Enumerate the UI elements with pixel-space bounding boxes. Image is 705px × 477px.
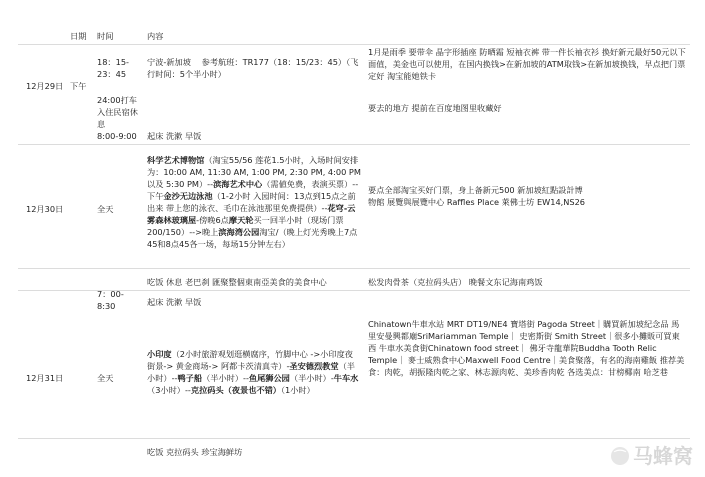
- place-little-india: 小印度: [147, 349, 172, 359]
- date-dec31: 12月31日: [26, 373, 64, 383]
- header-time: 时间: [97, 31, 114, 41]
- row-divider: [18, 44, 690, 45]
- watermark: [611, 445, 693, 467]
- date-dec30: 12月30日: [26, 204, 64, 214]
- content-dec31-main: [147, 348, 361, 396]
- content-text: （1-2小时 入园时间：13点到15点之前出来 带上您的泳衣、毛巾在泳池那里免费提供）--: [147, 191, 356, 213]
- period-dec31: 全天: [97, 373, 114, 383]
- row-divider: [18, 144, 690, 145]
- content-text: -傍晚6点: [196, 215, 229, 225]
- row-divider: [18, 268, 690, 269]
- period-dec29: 下午: [70, 81, 87, 91]
- place-infinity-pool: 金沙无边泳池: [163, 191, 213, 201]
- time-dec29-flight: 18：15-23：45: [97, 57, 129, 79]
- place-duck-tour: 鸭子船: [177, 373, 203, 383]
- content-text: （半小时）-: [289, 373, 334, 383]
- content-text: 淘宝/（晚上灯光秀晚上7点45和8点45各一场，每场15分钟左右）: [147, 227, 358, 249]
- place-marina-bay-park: 滨海湾公园: [218, 227, 260, 237]
- content-dec31-evening: 吃饭 克拉码头 珍宝海鲜坊: [147, 447, 243, 457]
- content-text: 买一回半小时（现场门票200/150）-->晚上: [147, 215, 344, 237]
- notes-dec29-packing: 1月是雨季 要带伞 晶字形插座 防晒霜 短袖衣裤 带一件长袖衣衫 换好新元最好50元以下面值，美金也可以使用，在国内换钱>在新加坡的ATM取钱>在新加坡换钱，早点把门票定好 淘宝能她铁卡: [368, 47, 686, 81]
- time-dec29-morning: 8:00-9:00: [97, 131, 137, 141]
- notes-dec31-chinatown: Chinatown牛車水站 MRT DT19/NE4 寶塔街 Pagoda Street｜購買新加坡紀念品 馬里安曼興都廟SriMariamman Temple｜ 史密斯街 Smith Street｜很多小攤販可買東西 牛車水美食街Chinatown food street｜ 佛牙寺龍華院Buddha Tooth Relic Temple｜ 麥士威熟食中心Maxwell Food Centre｜美食聚落，有名的海南雞飯 推荐美食：肉乾，胡振隆肉乾之家、林志源肉乾、美珍香肉乾 各选美点：甘榜椰南 哈芝巷: [368, 319, 685, 377]
- notes-dec30: 要点全部淘宝买好门票，身上备新元500 新加坡紅點設計博物館 展覽與展覽中心 Raffles Place 萊佛士坊 EW14,NS26: [368, 185, 585, 207]
- content-text: （半小时）--: [147, 361, 355, 383]
- place-esplanade: 滨海艺术中心: [213, 179, 263, 189]
- content-text: （半小时）--: [202, 373, 249, 383]
- content-text: （需値免费，表演买票）--下午: [147, 179, 359, 201]
- content-text: （3小时）--: [147, 385, 191, 395]
- date-dec29: 12月29日: [26, 81, 64, 91]
- content-dec29-breakfast: 起床 洗漱 早饭: [147, 131, 202, 141]
- place-st-andrews: 圣安德烈教堂: [289, 361, 339, 371]
- content-text: （2小时旅游观划逛横腐序，竹脚中心 ->小印度夜街景-> 黄金商场-> 阿都卡茨清真寺）-: [147, 349, 353, 371]
- content-text: （1小时）: [280, 385, 315, 395]
- place-clarke-quay: 克拉码头（夜景也不错）: [190, 385, 281, 395]
- watermark-text: 马蜂窝: [633, 444, 693, 468]
- mafengwo-logo-icon: ⌒: [611, 447, 629, 465]
- content-dec30-main: [147, 154, 361, 250]
- notes-dec30-evening: 松发肉骨茶（克拉码头店） 晚餐文东记海南鸡饭: [368, 277, 543, 287]
- place-flower-dome: 花穹-云雾森林玻璃屋: [147, 203, 356, 225]
- content-text: （淘宝55/56 莲花1.5小时，入场时间安排为：10:00 AM, 11:30 AM, 1:00 PM, 2:30 PM, 4:00 PM以及 5:30 PM）--: [147, 155, 361, 189]
- period-dec30: 全天: [97, 204, 114, 214]
- header-date: 日期: [70, 31, 87, 41]
- row-divider: [18, 438, 690, 439]
- time-dec31-morning: 7：00-8:30: [97, 289, 124, 311]
- place-flyer: 摩天轮: [228, 215, 254, 225]
- place-science-museum: 科学艺术博物馆: [147, 155, 205, 165]
- notes-dec29-map: 要去的地方 提前在百度地图里收藏好: [368, 103, 502, 113]
- time-dec29-checkin: 24:00打车入住民宿休息: [97, 95, 138, 129]
- content-dec30-evening: 吃饭 休息 老巴刹 匯聚整個東南亞美食的美食中心: [147, 277, 327, 287]
- content-dec31-breakfast: 起床 洗漱 早饭: [147, 297, 202, 307]
- header-content: 内容: [147, 31, 164, 41]
- place-merlion-park: 鱼尾狮公园: [248, 373, 290, 383]
- content-dec29-flight: 宁波-新加坡 参考航班：TR177（18：15/23：45）（飞行时间：5个半小时）: [147, 57, 359, 79]
- place-chinatown: 牛车水: [333, 373, 359, 383]
